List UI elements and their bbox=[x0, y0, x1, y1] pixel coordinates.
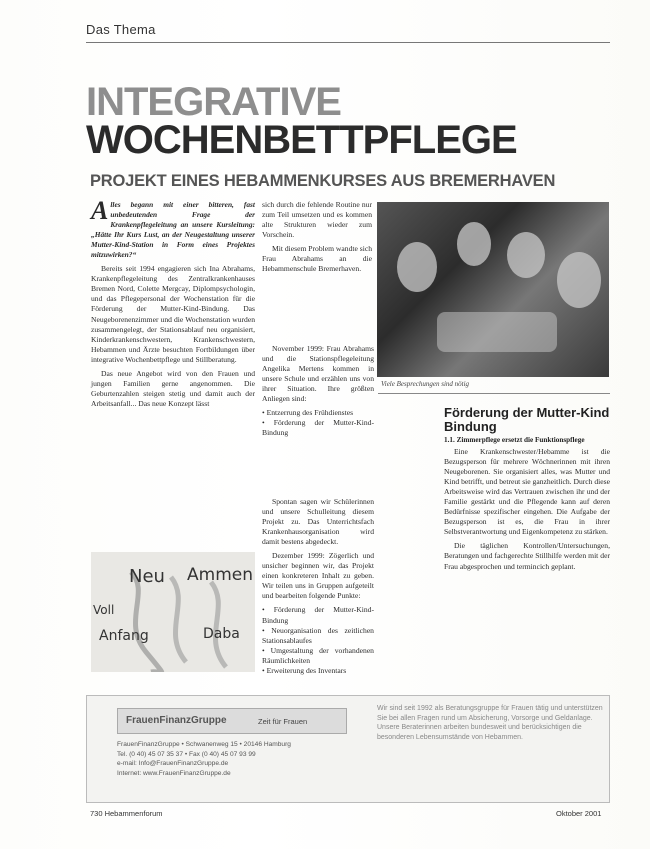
footer-publication: 730 Hebammenforum bbox=[90, 809, 163, 818]
article-subtitle: PROJEKT EINES HEBAMMENKURSES AUS BREMERHAVEN bbox=[90, 172, 556, 190]
column-3 bbox=[444, 447, 610, 576]
meeting-photo bbox=[377, 202, 609, 377]
drawing-word: Voll bbox=[93, 603, 115, 617]
list-item: • Neuorganisation des zeitlichen Stationsablaufes bbox=[262, 626, 374, 646]
column-2-middle bbox=[262, 344, 374, 438]
photo-caption: Viele Besprechungen sind nötig bbox=[381, 380, 470, 388]
handwritten-drawing bbox=[91, 552, 255, 672]
col1-paragraph-1: Bereits seit 1994 engagieren sich Ina Abrahams, Krankenpflegeleitung des Zentralkrankenhauses Bremen Nord, Colette Mergcay, Diplompsychologin, und das Pflegepersonal der Wochenstation für die Förderung der Mutter-Kind-Bindung. Das Neugeborenenzimmer und die Wochenstation wurden zusammengelegt, der Stationsablauf neu organisiert, Kinderkrankenschwestern, Krankenschwestern, Hebammen und Ärzte besuchten Fortbildungen über integrative Wochenbettpflege und Stillberatung. bbox=[91, 264, 255, 364]
column-2 bbox=[262, 200, 372, 278]
col2-paragraph-5: Dezember 1999: Zögerlich und unsicher beginnen wir, das Projekt einen konkreteren Inhalt zu geben. Wir teilen uns in Gruppen aufgeteilt und bearbeiten folgende Punkte: bbox=[262, 551, 374, 601]
section-label: Das Thema bbox=[86, 22, 156, 37]
ad-logo: FrauenFinanzGruppe bbox=[126, 715, 227, 726]
column-2-bottom bbox=[262, 497, 374, 676]
dropcap: A bbox=[91, 196, 109, 225]
bullet-list-1 bbox=[262, 408, 374, 438]
ad-slogan: Zeit für Frauen bbox=[258, 717, 308, 726]
advertisement bbox=[86, 695, 610, 803]
col3-paragraph-1: Eine Krankenschwester/Hebamme ist die Bezugsperson für mehrere Wöchnerinnen mit ihren Neugeborenen. Sie organisiert alles, was Mutter und Kind betrifft, und betreut sie ganzheitlich. Durch diese Arbeitsweise wird das Vertrauen zwischen ihr und der Familie gestärkt und die Pflegende kann auf deren Bedürfnisse spezifischer eingehen. Die Aufgabe der Bezugsperson ist es, die Frau in ihrer Selbstverantwortung und Eigenkompetenz zu stärken. bbox=[444, 447, 610, 537]
drawing-word: Neu bbox=[129, 566, 165, 587]
column-1 bbox=[91, 196, 255, 413]
col2-paragraph-1: sich durch die fehlende Routine nur zum Teil umsetzen und es kommen alte Strukturen wieder zum Vorschein. bbox=[262, 200, 372, 240]
bullet-list-2 bbox=[262, 605, 374, 675]
ad-contact: FrauenFinanzGruppe • Schwanenweg 15 • 20146 Hamburg Tel. (0 40) 45 07 35 37 • Fax (0 40) 45 07 93 99 e-mail: Info@FrauenFinanzGruppe.de Internet: www.FrauenFinanzGruppe.de bbox=[117, 741, 291, 777]
header-rule bbox=[86, 42, 610, 43]
list-item: • Förderung der Mutter-Kind-Bindung bbox=[262, 418, 374, 438]
col2-paragraph-3: November 1999: Frau Abrahams und die Stationspflegeleitung Angelika Mertens kommen in unsere Schule und erzählen uns von ihrer Situation. Ihre größten Anliegen sind: bbox=[262, 344, 374, 404]
drawing-word: Anfang bbox=[99, 628, 149, 644]
lead-paragraph: Alles begann mit einer bitteren, fast unbedeutenden Frage der Krankenpflegeleitung an unsere Kursleitung: „Hätte Ihr Kurs Lust, an der Neugestaltung unserer Mutter-Kind-Station in Form eines Projektes mitzuwirken?“ bbox=[91, 196, 255, 260]
title-line-1: INTEGRATIVE bbox=[86, 80, 341, 124]
col2-paragraph-2: Mit diesem Problem wandte sich Frau Abrahams an die Hebammenschule Bremerhaven. bbox=[262, 244, 372, 274]
section-subheading: 1.1. Zimmerpflege ersetzt die Funktionspflege bbox=[444, 436, 585, 444]
section-heading: Förderung der Mutter-Kind Bindung bbox=[444, 405, 610, 434]
divider bbox=[378, 393, 610, 394]
drawing-word: Ammen bbox=[187, 565, 253, 585]
ad-logo-box bbox=[117, 708, 347, 734]
title-line-2: WOCHENBETTPFLEGE bbox=[86, 118, 517, 162]
list-item: • Entzerrung des Frühdienstes bbox=[262, 408, 374, 418]
list-item: • Umgestaltung der vorhandenen Räumlichkeiten bbox=[262, 646, 374, 666]
footer-date: Oktober 2001 bbox=[556, 809, 602, 818]
col3-paragraph-2: Die täglichen Kontrollen/Untersuchungen, Beratungen und fachgerechte Stillhilfe werden mit der Frau abgesprochen und termincich geplant. bbox=[444, 541, 610, 571]
col2-paragraph-4: Spontan sagen wir Schülerinnen und unsere Schulleitung diesem Projekt zu. Das Unterrichtsfach Krankenhausorganisation wird damit bestens abgedeckt. bbox=[262, 497, 374, 547]
list-item: • Erweiterung des Inventars bbox=[262, 666, 374, 676]
ad-text: Wir sind seit 1992 als Beratungsgruppe für Frauen tätig und unterstützen Sie bei allen Fragen rund um Absicherung, Vorsorge und Geldanlage. Unsere Beraterinnen arbeiten bundesweit und berücksichtigen die besonderen Lebensumstände von Hebammen. bbox=[377, 705, 603, 741]
col1-paragraph-2: Das neue Angebot wird von den Frauen und jungen Familien gerne angenommen. Die Geburtenzahlen steigen stetig und damit auch der Arbeitsanfall... Das neue Konzept lässt bbox=[91, 368, 255, 408]
list-item: • Förderung der Mutter-Kind-Bindung bbox=[262, 605, 374, 625]
drawing-svg bbox=[91, 552, 255, 672]
drawing-word: Daba bbox=[203, 626, 240, 642]
